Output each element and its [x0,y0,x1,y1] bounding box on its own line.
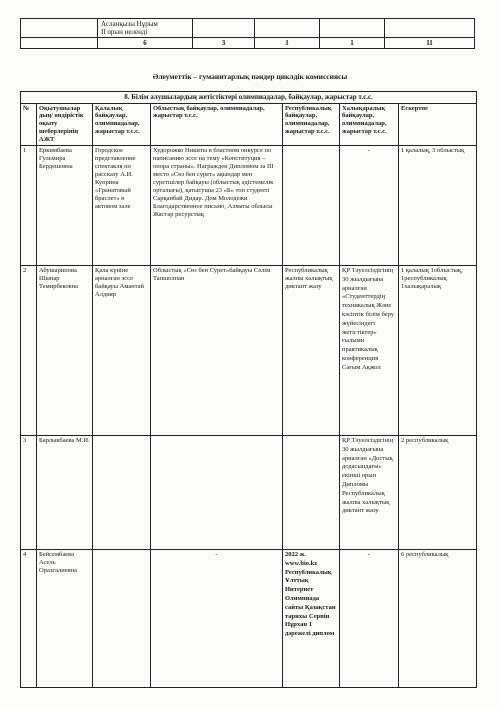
region-cell [151,436,283,550]
header-teacher: Оқытушылар дың/ өндірістік оқыту шеберлерінің АЖТ [37,103,93,146]
region-cell: Облыстық «Сөз бен Сурет»байқауы Сәлім Таншолпан [151,266,283,436]
note-cell: 2 республикалық [399,436,477,550]
republic-cell: 2022 ж. www.bio.kz Республикалық Ұлттық Интернет Олимпиада сайты Қазақстан тарихы Серпін Нұрхан 1 дәрежелі диплом [283,550,340,688]
republic-cell: Республикалық жалпы халықтық диктант жазу [283,266,340,436]
intl-cell: ҚР Тәуелсіздігінің 30 жылдығына арналған «Достық додасындағы» екінші орын Дипломы Республикалық жалпы халықтық диктант жазу [340,436,399,550]
table-row [21,436,477,550]
total-cell: 11 [385,38,475,49]
region-cell: Худорожко Никиты в бластном онкурсе по написанию эссе на тему «Конституция – опора страны». Награжден Дипломом за III место «Сөз бен сурет» ақындар мен суретшілер байқауы (облыстық әдістемелік орталығы), қатысушы 23 «Б» топ студенті Сарқанбай Дидар. Дом Молодежи Благодарственное письмо, Алматы облысы Жастар ресурстық [151,146,283,266]
previous-table-tail [20,18,475,49]
header-intl: Халықаралық байқаулар, олимпиадалар, жарыстар т.с.с. [340,103,399,146]
header-republic: Республикалық байқаулар, олимпиадалар, жарыстар т.с.с. [283,103,340,146]
total-cell: 1 [320,38,385,49]
student-name: Асланқызы Нұрым [101,20,158,28]
city-cell [93,436,151,550]
row-num: 4 [21,550,37,688]
header-city: Қалалық байқаулар, олимпиадалар, жарыстар т.с.с. [93,103,151,146]
city-cell: Городское представление спектакля по рассказу А.И. Куприна «Гранатовый браслет» в актовом зале [93,146,151,266]
intl-cell: - [340,550,399,688]
city-cell [93,550,151,688]
commission-title: Әлеуметтік – гуманитарлық пәндер циклдік комиссиясы [152,72,348,81]
table-row [21,146,477,266]
row-num: 3 [21,436,37,550]
note-cell: 1 қалалық, 3 облыстық [399,146,477,266]
header-num: № [21,103,37,146]
row-num: 2 [21,266,37,436]
teacher-name: Еркимбаева Гульмира Бердешовна [37,146,93,266]
note-cell: 6 республикалық [399,550,477,688]
place-label: II орын иеленді [101,28,148,36]
intl-cell: ҚР Тәуелсіздігінің 30 жылдығына арналған «Студенттердің техникалық Және кәсіптік білім беру жүйесіндегі жетістіктер» ғылыми практикалық конференция Сағым Ақжол [340,266,399,436]
teacher-name: Абушарипова Шынар Темирбековна [37,266,93,436]
total-cell: 3 [193,38,255,49]
republic-cell [283,436,340,550]
note-cell: 1 қалалық 1облыстық, 1республикалық 1халықаралық [399,266,477,436]
totals-row [21,38,475,49]
table-row [21,19,475,38]
section-row [21,92,477,104]
teacher-name: Бейсембаева Асель Оразгалиевна [37,550,93,688]
republic-cell [283,146,340,266]
table-row [21,550,477,688]
achievements-table [20,91,477,688]
header-note: Ескертпе [399,103,477,146]
table-row [21,266,477,436]
region-cell: - [151,550,283,688]
city-cell: Қала күніне арналған эссе байқауы Амантай Алдияр [93,266,151,436]
header-region: Облыстық байқаулар, олимпиадалар, жарыстар т.с.с. [151,103,283,146]
row-num: 1 [21,146,37,266]
total-cell: 6 [98,38,193,49]
section-title: 8. Білім алушылардың жетістіктері олимпиадалар, байқаулар, жарыстар т.с.с. [21,92,477,104]
teacher-name: Барлыкбаева М.И. [37,436,93,550]
total-cell: 1 [255,38,320,49]
header-row [21,103,477,146]
intl-cell: - [340,146,399,266]
